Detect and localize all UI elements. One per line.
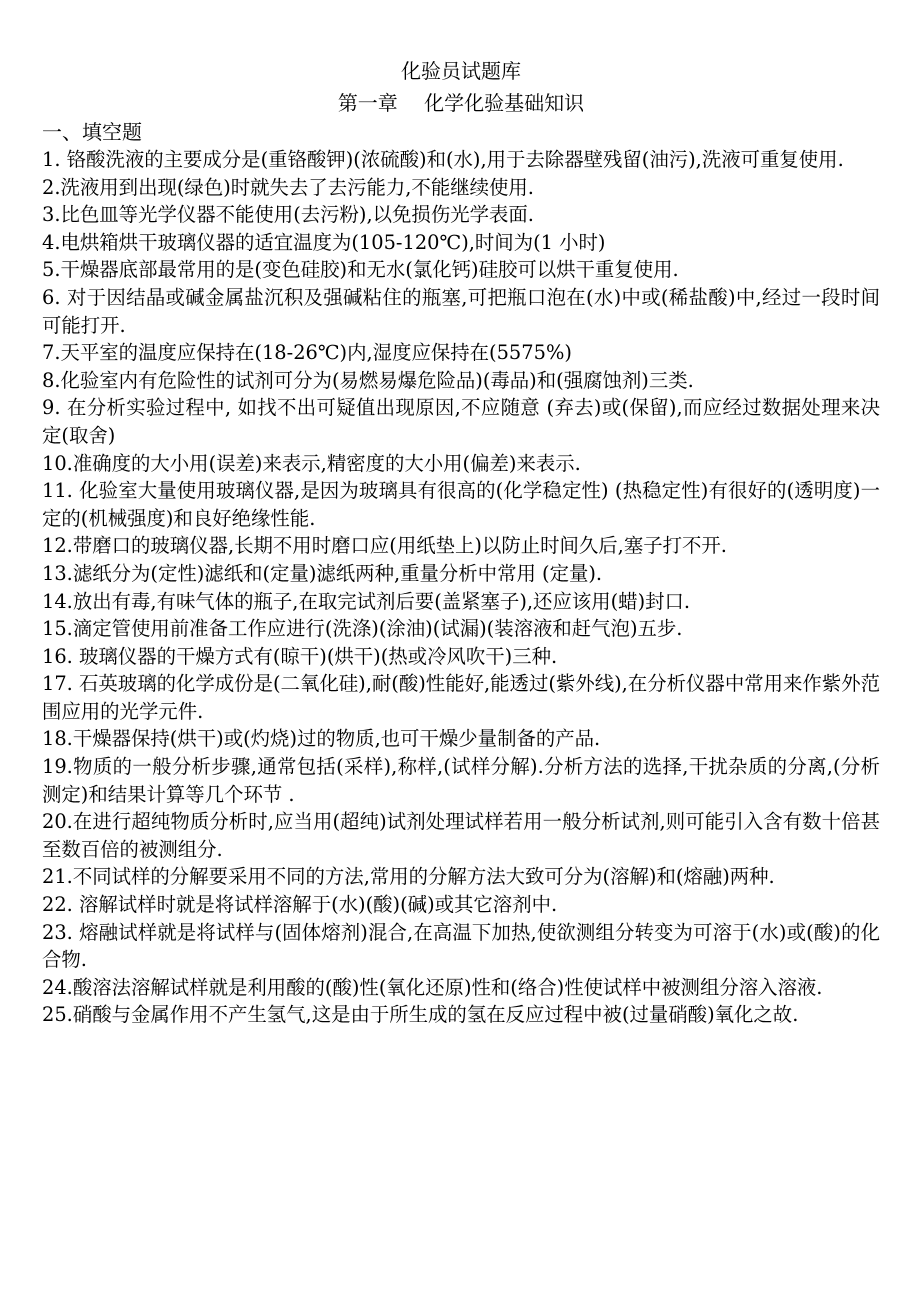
question-item: 21.不同试样的分解要采用不同的方法,常用的分解方法大致可分为(溶解)和(熔融)两种.: [42, 865, 775, 889]
question-item: 24.酸溶法溶解试样就是利用酸的(酸)性(氧化还原)性和(络合)性使试样中被测组分溶入溶液.: [42, 975, 823, 999]
question-item: 20.在进行超纯物质分析时,应当用(超纯)试剂处理试样若用一般分析试剂,则可能引入含有数十倍甚至数百倍的被测组分.: [42, 810, 880, 861]
question-item: 22. 溶解试样时就是将试样溶解于(水)(酸)(碱)或其它溶剂中.: [42, 893, 558, 917]
question-item: 17. 石英玻璃的化学成份是(二氧化硅),耐(酸)性能好,能透过(紫外线),在分析仪器中常用来作紫外范围应用的光学元件.: [42, 672, 880, 723]
question-item: 25.硝酸与金属作用不产生氢气,这是由于所生成的氢在反应过程中被(过量硝酸)氧化之故.: [42, 1003, 799, 1027]
question-item: 15.滴定管使用前准备工作应进行(洗涤)(涂油)(试漏)(装溶液和赶气泡)五步.: [42, 617, 683, 641]
question-item: 6. 对于因结晶或碱金属盐沉积及强碱粘住的瓶塞,可把瓶口泡在(水)中或(稀盐酸)中,经过一段时间可能打开.: [42, 285, 880, 337]
question-item: 2.洗液用到出现(绿色)时就失去了去污能力,不能继续使用.: [42, 175, 534, 199]
question-list: [42, 146, 880, 1029]
question-item: 23. 熔融试样就是将试样与(固体熔剂)混合,在高温下加热,使欲测组分转变为可溶于(水)或(酸)的化合物.: [42, 920, 880, 972]
question-item: 11. 化验室大量使用玻璃仪器,是因为玻璃具有很高的(化学稳定性) (热稳定性)有很好的(透明度)一定的(机械强度)和良好绝缘性能.: [42, 479, 880, 530]
question-item: 7.天平室的温度应保持在(18-26℃)内,湿度应保持在(5575%): [42, 341, 572, 365]
document-title: 化验员试题库: [401, 59, 521, 83]
question-item: 18.干燥器保持(烘干)或(灼烧)过的物质,也可干燥少量制备的产品.: [42, 727, 601, 751]
question-item: 19.物质的一般分析步骤,通常包括(采样),称样,(试样分解).分析方法的选择,干扰杂质的分离,(分析测定)和结果计算等几个环节 .: [42, 755, 880, 806]
question-item: 3.比色皿等光学仪器不能使用(去污粉),以免损伤光学表面.: [42, 203, 534, 227]
question-item: 5.干燥器底部最常用的是(变色硅胶)和无水(氯化钙)硅胶可以烘干重复使用.: [42, 258, 679, 282]
question-item: 13.滤纸分为(定性)滤纸和(定量)滤纸两种,重量分析中常用 (定量).: [42, 561, 603, 585]
question-item: 9. 在分析实验过程中, 如找不出可疑值出现原因,不应随意 (弃去)或(保留),而应经过数据处理来决定(取舍): [42, 396, 880, 447]
section-heading: 一、填空题: [42, 120, 142, 144]
question-item: 10.准确度的大小用(误差)来表示,精密度的大小用(偏差)来表示.: [42, 451, 581, 475]
question-item: 8.化验室内有危险性的试剂可分为(易燃易爆危险品)(毒品)和(强腐蚀剂)三类.: [42, 368, 694, 392]
question-item: 12.带磨口的玻璃仪器,长期不用时磨口应(用纸垫上)以防止时间久后,塞子打不开.: [42, 534, 727, 558]
chapter-title: 第一章 化学化验基础知识: [337, 91, 585, 115]
question-item: 1. 铬酸洗液的主要成分是(重铬酸钾)(浓硫酸)和(水),用于去除器壁残留(油污),洗液可重复使用.: [42, 148, 844, 171]
question-item: 14.放出有毒,有味气体的瓶子,在取完试剂后要(盖紧塞子),还应该用(蜡)封口.: [42, 589, 691, 613]
question-item: 16. 玻璃仪器的干燥方式有(晾干)(烘干)(热或冷风吹干)三种.: [42, 644, 558, 668]
question-item: 4.电烘箱烘干玻璃仪器的适宜温度为(105-120℃),时间为(1 小时): [42, 230, 606, 254]
